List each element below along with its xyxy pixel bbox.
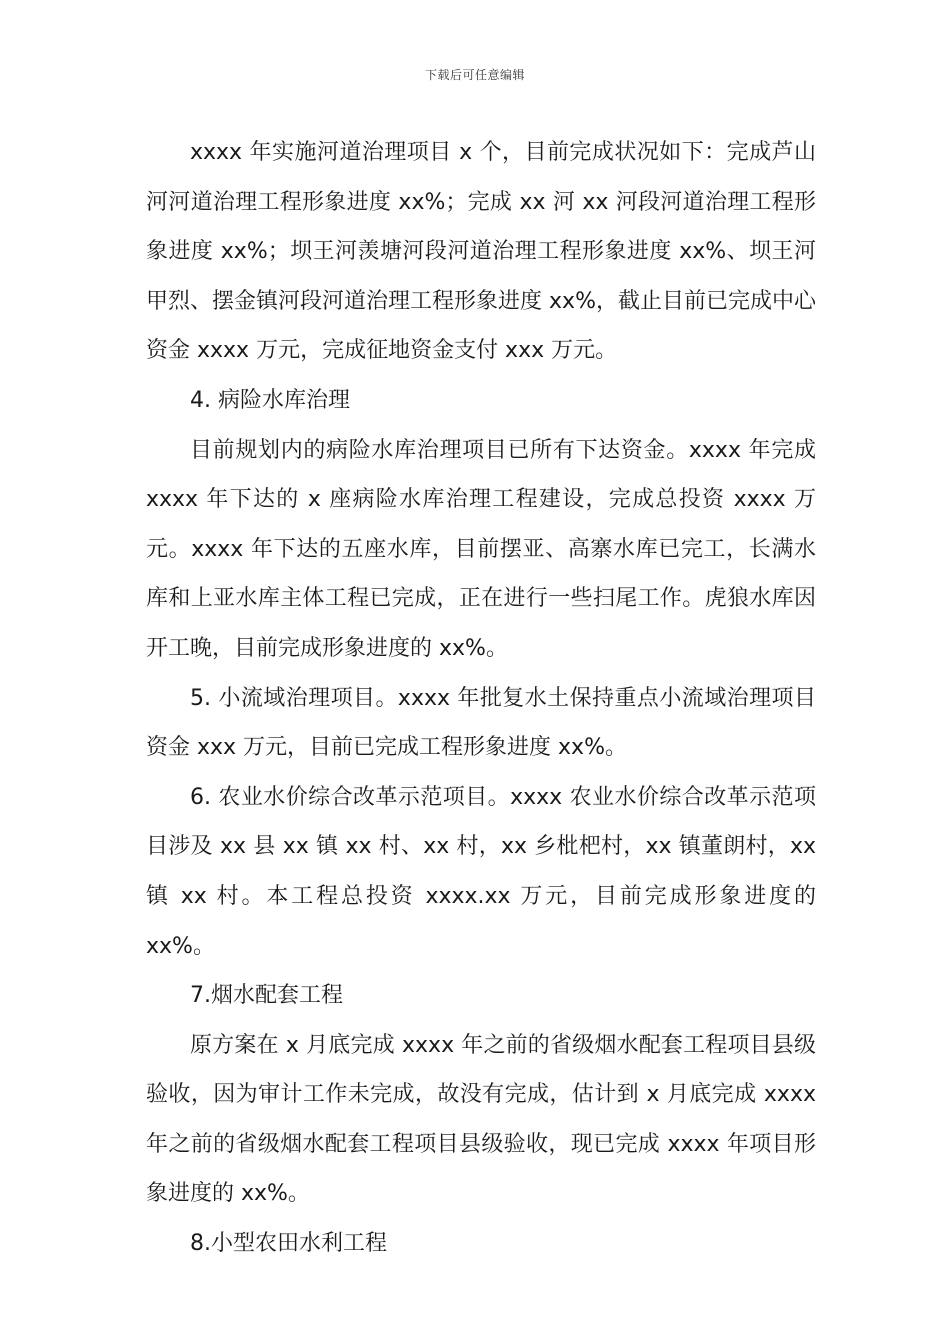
paragraph-reservoir: 目前规划内的病险水库治理项目已所有下达资金。xxxx 年完成 xxxx 年下达的 x 座病险水库治理工程建设，完成总投资 xxxx 万元。xxxx 年下达的五座水库，目前摆亚、高寨水库已完工，长满水库和上亚水库主体工程已完成，正在进行一些扫尾工作。虎狼水库因开工晚，目前完成形象进度的 xx%。 <box>146 437 816 661</box>
section-heading-farmland-water: 8.小型农田水利工程 <box>190 1231 387 1257</box>
section-heading-reservoir: 4. 病险水库治理 <box>190 387 350 413</box>
paragraph-tobacco-water: 原方案在 x 月底完成 xxxx 年之前的省级烟水配套工程项目县级验收，因为审计工作未完成，故没有完成，估计到 x 月底完成 xxxx 年之前的省级烟水配套工程项目县级验收，现已完成 xxxx 年项目形象进度的 xx%。 <box>146 1032 816 1207</box>
document-body <box>146 128 816 1269</box>
page-header: 下载后可任意编辑 <box>424 68 525 82</box>
paragraph-water-price-reform: 6. 农业水价综合改革示范项目。xxxx 农业水价综合改革示范项目涉及 xx 县 xx 镇 xx 村、xx 村，xx 乡枇杷村，xx 镇董朗村，xx 镇 xx 村。本工程总投资 xxxx.xx 万元，目前完成形象进度的 xx%。 <box>146 784 816 959</box>
paragraph-river-projects: xxxx 年实施河道治理项目 x 个，目前完成状况如下：完成芦山河河道治理工程形象进度 xx%；完成 xx 河 xx 河段河道治理工程形象进度 xx%；坝王河羡塘河段河道治理工程形象进度 xx%、坝王河甲烈、摆金镇河段河道治理工程形象进度 xx%，截止目前已完成中心资金 xxxx 万元，完成征地资金支付 xxx 万元。 <box>146 140 816 364</box>
paragraph-small-watershed: 5. 小流域治理项目。xxxx 年批复水土保持重点小流域治理项目资金 xxx 万元，目前已完成工程形象进度 xx%。 <box>146 685 816 761</box>
section-heading-tobacco-water: 7.烟水配套工程 <box>190 983 343 1009</box>
